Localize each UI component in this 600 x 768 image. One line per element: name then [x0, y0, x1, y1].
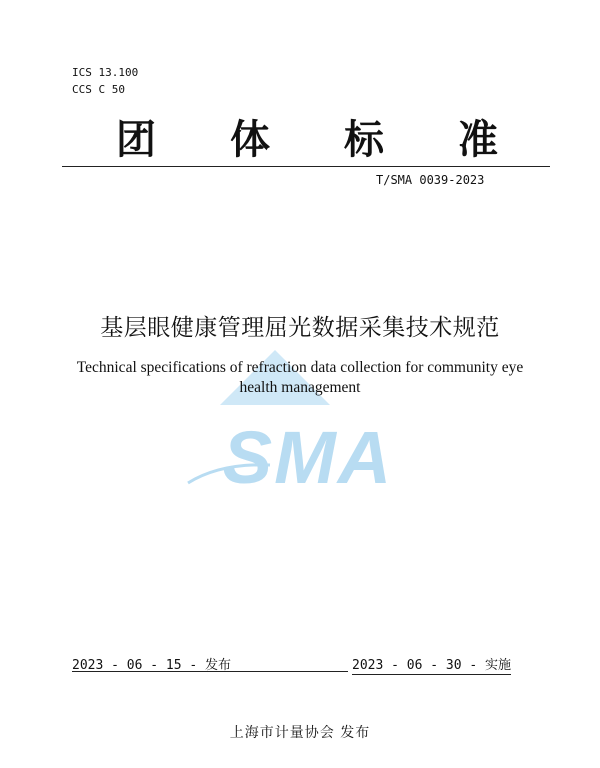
effective-date: 2023 - 06 - 30 - 实施	[352, 654, 511, 675]
banner-char: 标	[344, 115, 384, 163]
banner-char: 团	[116, 115, 156, 163]
publisher: 上海市计量协会 发布	[229, 725, 371, 741]
banner-char: 准	[458, 115, 498, 163]
watermark-text: SMA	[222, 416, 394, 495]
ics-code: ICS 13.100	[72, 66, 139, 79]
ccs-code: CCS C 50	[72, 83, 125, 96]
header-divider	[62, 166, 550, 167]
standard-code: T/SMA 0039-2023	[376, 173, 485, 187]
document-title-chinese: 基层眼健康管理屈光数据采集技术规范	[100, 315, 500, 341]
publish-date: 2023 - 06 - 15 - 发布	[72, 658, 232, 673]
document-type-banner	[62, 112, 550, 163]
publish-date-underline	[72, 671, 348, 672]
document-title-english: Technical specifications of refraction data collection for community eye health management	[76, 359, 524, 396]
banner-char: 体	[230, 115, 270, 163]
